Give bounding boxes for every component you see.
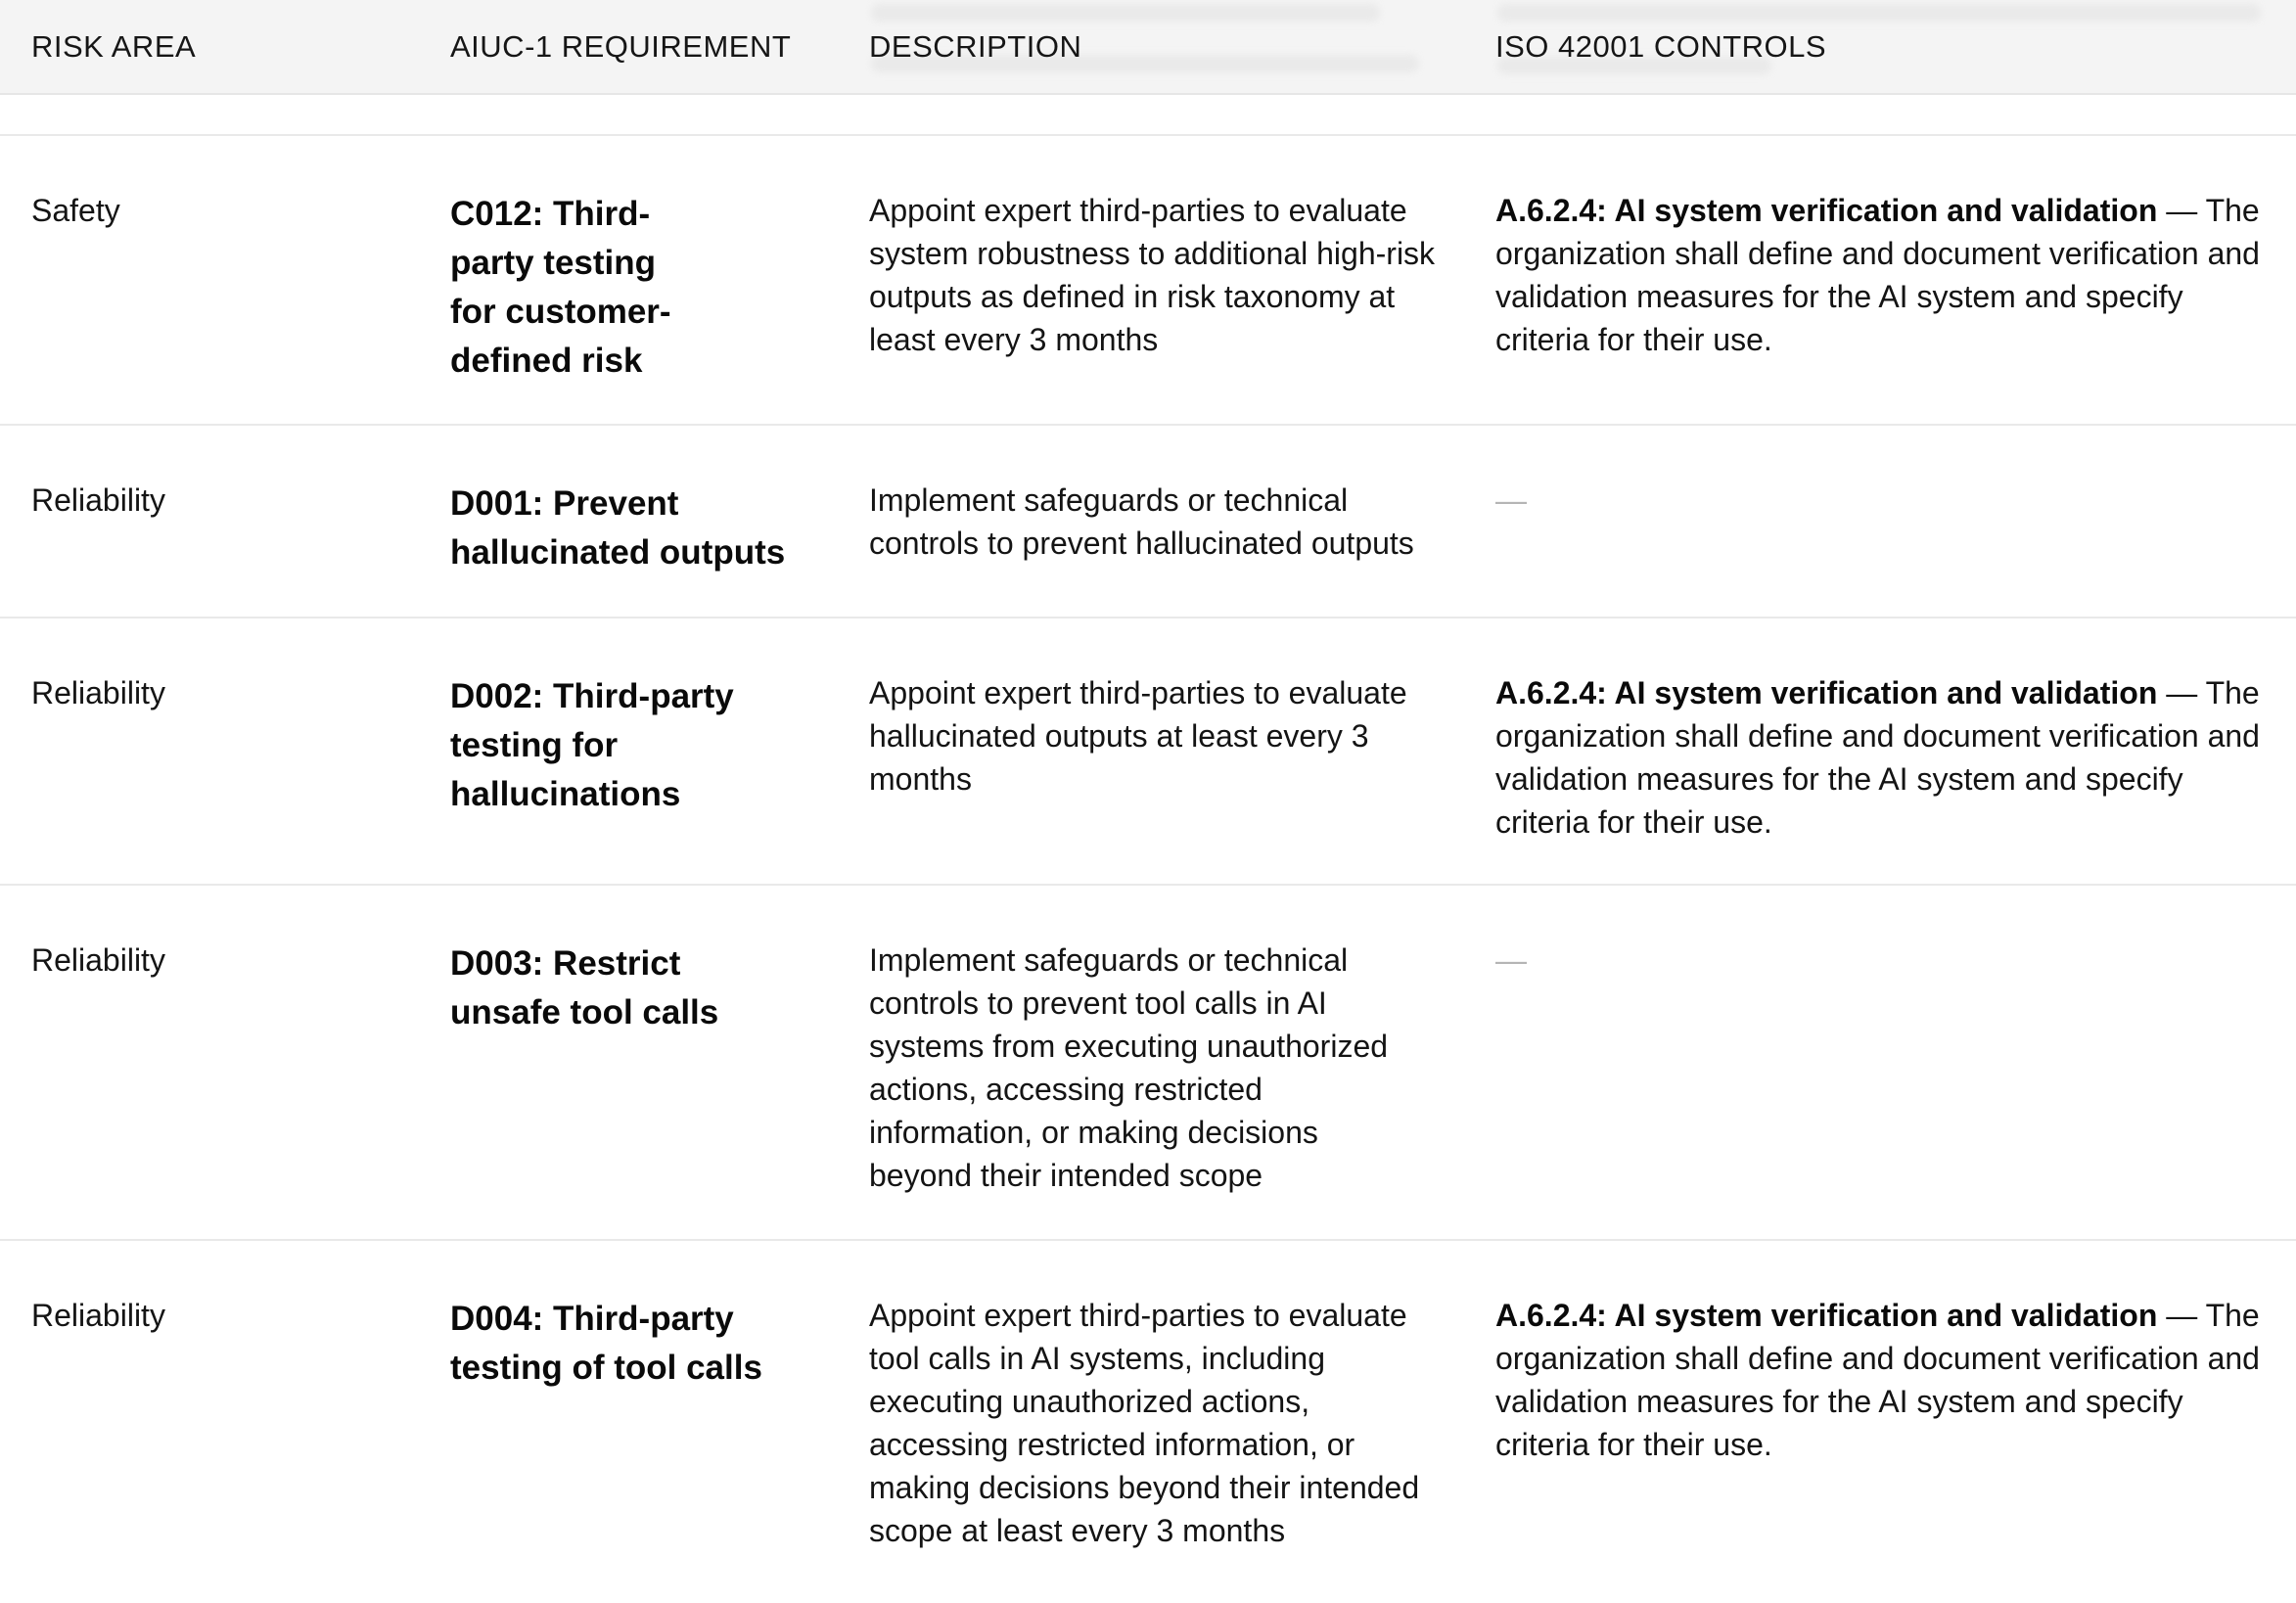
requirement-line: D004: Third-party bbox=[450, 1300, 734, 1338]
iso-controls-cell bbox=[1495, 1294, 2278, 1466]
iso-controls-cell bbox=[1495, 189, 2278, 361]
requirement-line: D003: Restrict bbox=[450, 944, 681, 983]
requirement-line: unsafe tool calls bbox=[450, 993, 719, 1031]
description-cell: Implement safeguards or technical controls to prevent hallucinated outputs bbox=[869, 482, 1414, 561]
header-risk-area: RISK AREA bbox=[31, 29, 197, 64]
description-cell: Appoint expert third-parties to evaluate system robustness to additional high-risk outputs as defined in risk taxonomy at least every 3 months bbox=[869, 193, 1436, 357]
page-bottom-margin bbox=[0, 1593, 2296, 1603]
header-requirement: AIUC-1 REQUIREMENT bbox=[450, 29, 792, 64]
iso-control-title: A.6.2.4: AI system verification and validation bbox=[1495, 675, 2158, 710]
description-cell: Appoint expert third-parties to evaluate tool calls in AI systems, including executing unauthorized actions, accessing restricted information, or making decisions beyond their intended scope at least every 3 months bbox=[869, 1298, 1420, 1548]
table-header bbox=[0, 0, 2296, 95]
requirement-line: D001: Prevent bbox=[450, 484, 679, 523]
iso-control-title: A.6.2.4: AI system verification and validation bbox=[1495, 1298, 2158, 1333]
iso-control-title: A.6.2.4: AI system verification and validation bbox=[1495, 193, 2158, 228]
risk-area-cell: Reliability bbox=[31, 942, 165, 978]
requirement-cell bbox=[450, 672, 734, 819]
iso-control-text: — The organization shall define and document verification and validation measures for the AI system and specify criteria for their use. bbox=[1495, 193, 2260, 357]
header-iso-controls: ISO 42001 CONTROLS bbox=[1495, 29, 1827, 64]
requirement-line: D002: Third-party bbox=[450, 677, 734, 715]
description-cell: Implement safeguards or technical controls to prevent tool calls in AI systems from executing unauthorized actions, accessing restricted information, or making decisions beyond their intended scope bbox=[869, 942, 1389, 1193]
requirement-line: party testing bbox=[450, 244, 657, 282]
header-description: DESCRIPTION bbox=[869, 29, 1082, 64]
risk-area-cell: Reliability bbox=[31, 482, 165, 518]
table-row bbox=[0, 426, 2296, 618]
requirement-line: C012: Third- bbox=[450, 195, 651, 233]
empty-dash: — bbox=[1495, 942, 1527, 978]
description-cell: Appoint expert third-parties to evaluate hallucinated outputs at least every 3 months bbox=[869, 675, 1407, 797]
iso-control-text: — The organization shall define and document verification and validation measures for the AI system and specify criteria for their use. bbox=[1495, 675, 2260, 840]
table-row bbox=[0, 136, 2296, 426]
table-spacer-row bbox=[0, 95, 2296, 136]
risk-area-cell: Reliability bbox=[31, 1298, 165, 1333]
table-row bbox=[0, 618, 2296, 886]
risk-area-cell: Reliability bbox=[31, 675, 165, 710]
risk-area-cell: Safety bbox=[31, 193, 120, 228]
requirement-cell bbox=[450, 1295, 762, 1393]
requirement-line: testing for bbox=[450, 726, 619, 764]
table-row bbox=[0, 1241, 2296, 1595]
iso-controls-cell bbox=[1495, 939, 2278, 982]
requirement-line: testing of tool calls bbox=[450, 1349, 762, 1387]
iso-control-text: — The organization shall define and document verification and validation measures for the AI system and specify criteria for their use. bbox=[1495, 1298, 2260, 1462]
requirement-cell bbox=[450, 190, 671, 386]
requirement-line: for customer- bbox=[450, 293, 671, 331]
requirement-cell bbox=[450, 939, 718, 1037]
requirement-line: defined risk bbox=[450, 342, 643, 380]
empty-dash: — bbox=[1495, 482, 1527, 518]
requirement-cell bbox=[450, 480, 785, 577]
requirement-line: hallucinations bbox=[450, 775, 681, 813]
iso-controls-cell bbox=[1495, 479, 2278, 522]
iso-controls-cell bbox=[1495, 671, 2278, 844]
table-row bbox=[0, 886, 2296, 1241]
requirement-line: hallucinated outputs bbox=[450, 533, 786, 572]
